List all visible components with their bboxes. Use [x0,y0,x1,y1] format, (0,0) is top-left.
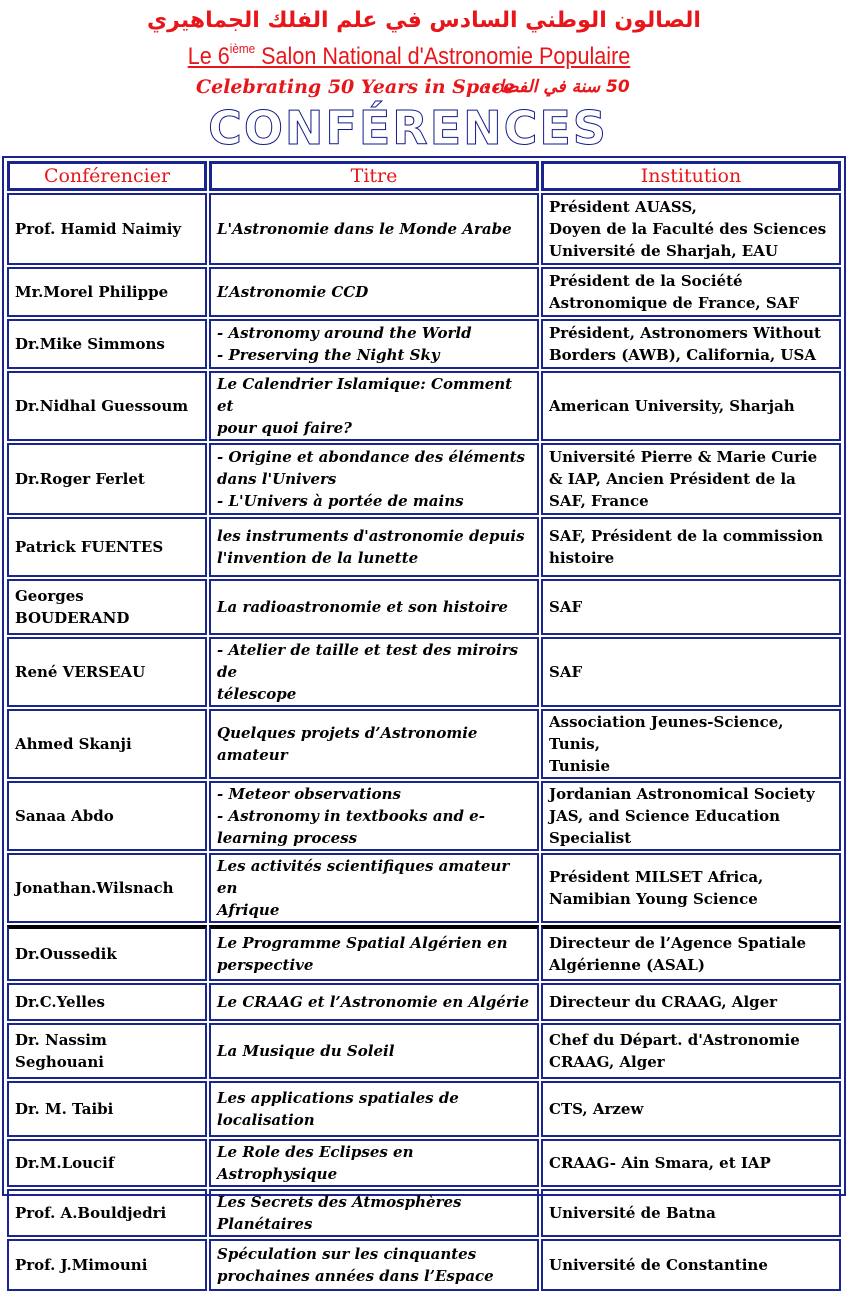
speaker-cell: Dr.Mike Simmons [7,319,207,369]
institution-cell: Jordanian Astronomical Society JAS, and Science Education Specialist [541,781,841,851]
title-cell: Le CRAAG et l’Astronomie en Algérie [209,983,539,1021]
speaker-cell: Ahmed Skanji [7,709,207,779]
speaker-cell: Dr.Roger Ferlet [7,443,207,515]
table-row [7,517,841,577]
title-cell: La radioastronomie et son histoire [209,579,539,635]
institution-cell: Président MILSET Africa, Namibian Young Science [541,853,841,923]
institution-cell: Chef du Départ. d'Astronomie CRAAG, Alger [541,1023,841,1079]
title-cell: - Meteor observations - Astronomy in textbooks and e- learning process [209,781,539,851]
table-row [7,637,841,707]
institution-cell: American University, Sharjah [541,371,841,441]
institution-cell: CRAAG- Ain Smara, et IAP [541,1139,841,1187]
speaker-cell: Dr. M. Taibi [7,1081,207,1137]
title-cell: Le Programme Spatial Algérien en perspective [209,925,539,981]
table-row [7,1239,841,1291]
table-row [7,443,841,515]
table-header-row [7,161,841,191]
table-row [7,1139,841,1187]
speaker-cell: Prof. A.Bouldjedri [7,1189,207,1237]
celebrating-subtitle-arabic: 50 سنة في الفضاء- [484,77,630,97]
title-cell: La Musique du Soleil [209,1023,539,1079]
institution-cell: Association Jeunes-Science, Tunis, Tunisie [541,709,841,779]
table-row [7,193,841,265]
salon-title-sup: ième [229,41,256,56]
institution-cell: Université de Constantine [541,1239,841,1291]
title-cell: - Atelier de taille et test des miroirs de télescope [209,637,539,707]
salon-title [41,42,777,72]
header-speaker: Conférencier [7,161,207,191]
title-cell: Le Role des Eclipses en Astrophysique [209,1139,539,1187]
speaker-cell: Dr.M.Loucif [7,1139,207,1187]
institution-cell: Président, Astronomers Without Borders (AWB), California, USA [541,319,841,369]
institution-cell: SAF [541,579,841,635]
table-row [7,371,841,441]
conferences-table [5,159,843,1293]
speaker-cell: Mr.Morel Philippe [7,267,207,317]
table-row [7,1189,841,1237]
title-cell: L'Astronomie dans le Monde Arabe [209,193,539,265]
institution-cell: SAF, Président de la commission histoire [541,517,841,577]
speaker-cell: René VERSEAU [7,637,207,707]
speaker-cell: Georges BOUDERAND [7,579,207,635]
page-header [0,0,848,156]
speaker-cell: Dr. Nassim Seghouani [7,1023,207,1079]
table-row [7,1023,841,1079]
institution-cell: SAF [541,637,841,707]
table-row [7,1081,841,1137]
salon-title-post: Salon National d'Astronomie Populaire [255,43,631,70]
institution-cell: Université de Batna [541,1189,841,1237]
title-cell: Les applications spatiales de localisation [209,1081,539,1137]
institution-cell: CTS, Arzew [541,1081,841,1137]
table-row [7,781,841,851]
celebrating-subtitle: Celebrating 50 Years in Space [196,76,516,98]
speaker-cell: Dr.Nidhal Guessoum [7,371,207,441]
institution-cell: Université Pierre & Marie Curie & IAP, Ancien Président de la SAF, France [541,443,841,515]
table-row [7,983,841,1021]
title-cell: - Astronomy around the World - Preserving the Night Sky [209,319,539,369]
header-institution: Institution [541,161,841,191]
table-row [7,267,841,317]
header-title: Titre [209,161,539,191]
speaker-cell: Dr.Oussedik [7,925,207,981]
institution-cell: Directeur du CRAAG, Alger [541,983,841,1021]
arabic-title: الصالون الوطني السادس في علم الفلك الجماهيري [147,8,701,33]
speaker-cell: Prof. Hamid Naimiy [7,193,207,265]
title-cell: Spéculation sur les cinquantes prochaines années dans l’Espace [209,1239,539,1291]
speaker-cell: Sanaa Abdo [7,781,207,851]
institution-cell: Président de la Société Astronomique de France, SAF [541,267,841,317]
speaker-cell: Patrick FUENTES [7,517,207,577]
speaker-cell: Dr.C.Yelles [7,983,207,1021]
title-cell: les instruments d'astronomie depuis l'invention de la lunette [209,517,539,577]
title-cell: L’Astronomie CCD [209,267,539,317]
table-row [7,709,841,779]
speaker-cell: Prof. J.Mimouni [7,1239,207,1291]
title-cell: Quelques projets d’Astronomie amateur [209,709,539,779]
table-row [7,925,841,981]
title-cell: Les Secrets des Atmosphères Planétaires [209,1189,539,1237]
institution-cell: Directeur de l’Agence Spatiale Algérienne (ASAL) [541,925,841,981]
salon-title-pre: Le 6 [187,43,230,70]
title-cell: Le Calendrier Islamique: Comment et pour quoi faire? [209,371,539,441]
table-row [7,579,841,635]
table-row [7,853,841,923]
table-row [7,319,841,369]
speaker-cell: Jonathan.Wilsnach [7,853,207,923]
title-cell: Les activités scientifiques amateur en Afrique [209,853,539,923]
conferences-heading: CONFÉRENCES [208,101,608,155]
title-cell: - Origine et abondance des éléments dans l'Univers - L'Univers à portée de mains [209,443,539,515]
institution-cell: Président AUASS, Doyen de la Faculté des Sciences Université de Sharjah, EAU [541,193,841,265]
